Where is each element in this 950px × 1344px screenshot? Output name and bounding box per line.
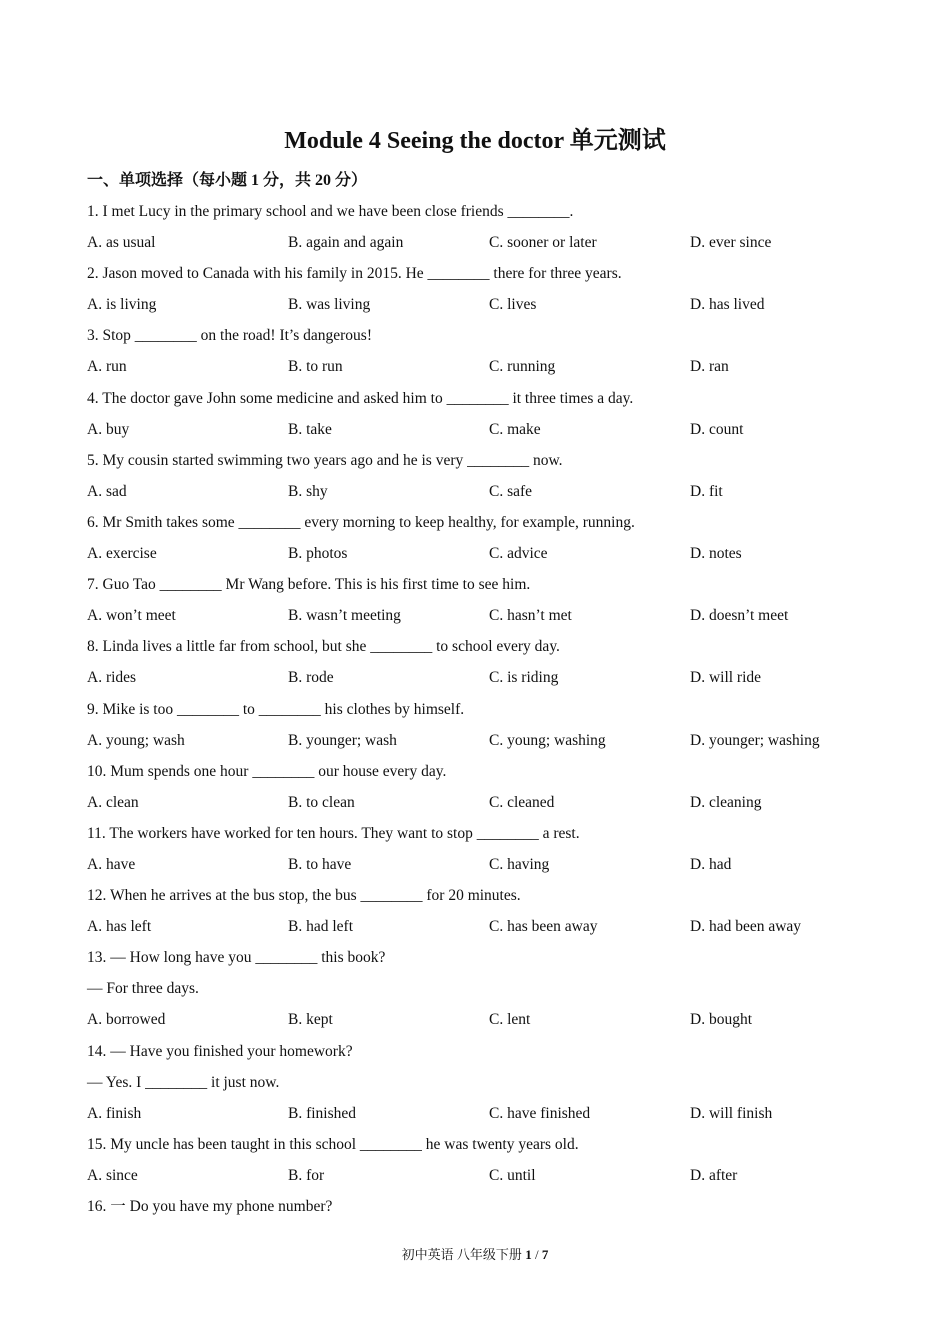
answer-option: A. finish: [87, 1104, 142, 1122]
question-stem: 9. Mike is too ________ to ________ his clothes by himself.: [87, 700, 465, 718]
answer-option: B. again and again: [288, 234, 404, 252]
answer-option: C. lives: [489, 296, 537, 314]
answer-option: A. have: [87, 855, 136, 873]
answer-option: A. is living: [87, 296, 157, 314]
answer-options: [87, 667, 887, 698]
answer-option: A. sad: [87, 482, 127, 500]
answer-option: D. had been away: [690, 918, 802, 936]
question-stem: 7. Guo Tao ________ Mr Wang before. This is his first time to see him.: [87, 576, 531, 594]
answer-options: [87, 294, 887, 325]
answer-option: C. cleaned: [489, 793, 555, 811]
answer-option: D. ever since: [690, 234, 772, 252]
answer-option: D. younger; washing: [690, 731, 820, 749]
answer-option: A. clean: [87, 793, 139, 811]
answer-option: D. cleaning: [690, 793, 762, 811]
question-stem: 11. The workers have worked for ten hours. They want to stop ________ a rest.: [87, 824, 580, 842]
answer-options: [87, 481, 887, 512]
answer-option: D. count: [690, 420, 744, 438]
answer-option: B. to have: [288, 855, 352, 873]
answer-option: A. young; wash: [87, 731, 185, 749]
answer-option: B. to run: [288, 358, 343, 376]
page-footer: [0, 1245, 950, 1265]
answer-option: B. rode: [288, 669, 334, 687]
answer-option: A. buy: [87, 420, 130, 438]
answer-option: B. finished: [288, 1104, 357, 1122]
footer-label: 初中英语 八年级下册: [401, 1247, 522, 1262]
answer-option: B. kept: [288, 1011, 333, 1029]
answer-option: D. fit: [690, 482, 723, 500]
answer-options: [87, 792, 887, 823]
answer-option: D. will ride: [690, 669, 762, 687]
answer-option: B. was living: [288, 296, 371, 314]
answer-options: [87, 232, 887, 263]
question-stem: 6. Mr Smith takes some ________ every morning to keep healthy, for example, running.: [87, 513, 635, 531]
answer-option: A. as usual: [87, 234, 156, 252]
question-stem: 12. When he arrives at the bus stop, the bus ________ for 20 minutes.: [87, 887, 521, 905]
answer-option: B. to clean: [288, 793, 355, 811]
answer-option: D. has lived: [690, 296, 765, 314]
answer-option: B. take: [288, 420, 332, 438]
answer-options: [87, 1009, 887, 1040]
question-stem: 8. Linda lives a little far from school, but she ________ to school every day.: [87, 638, 560, 656]
answer-option: C. has been away: [489, 918, 598, 936]
question-stem: 16. 一 Do you have my phone number?: [87, 1198, 333, 1215]
answer-option: B. wasn’t meeting: [288, 607, 401, 625]
answer-option: C. until: [489, 1166, 536, 1184]
answer-option: C. safe: [489, 482, 533, 500]
answer-option: A. borrowed: [87, 1011, 166, 1029]
answer-option: D. after: [690, 1166, 738, 1184]
section-heading: 一、单项选择（每小题 1 分，共 20 分）: [87, 172, 368, 189]
answer-option: C. running: [489, 358, 556, 376]
answer-option: C. advice: [489, 545, 548, 563]
answer-option: A. run: [87, 358, 127, 376]
answer-option: C. is riding: [489, 669, 559, 687]
answer-options: [87, 916, 887, 947]
question-dialogue-line: — For three days.: [87, 980, 199, 998]
answer-options: [87, 419, 887, 450]
footer-separator: /: [531, 1247, 542, 1262]
answer-option: C. young; washing: [489, 731, 606, 749]
answer-option: D. notes: [690, 545, 742, 563]
answer-option: D. ran: [690, 358, 729, 376]
question-list: [87, 201, 887, 1227]
answer-options: [87, 854, 887, 885]
answer-option: B. younger; wash: [288, 731, 397, 749]
answer-options: [87, 730, 887, 761]
answer-option: C. sooner or later: [489, 234, 597, 252]
answer-option: C. have finished: [489, 1104, 591, 1122]
answer-option: D. doesn’t meet: [690, 607, 789, 625]
answer-option: A. rides: [87, 669, 137, 687]
answer-options: [87, 356, 887, 387]
answer-option: A. has left: [87, 918, 152, 936]
answer-option: D. will finish: [690, 1104, 773, 1122]
page-title: Module 4 Seeing the doctor 单元测试: [284, 128, 666, 154]
answer-option: D. bought: [690, 1011, 752, 1029]
question-stem: 3. Stop ________ on the road! It’s dangerous!: [87, 327, 372, 345]
answer-options: [87, 543, 887, 574]
answer-option: A. won’t meet: [87, 607, 176, 625]
question-stem: 5. My cousin started swimming two years ago and he is very ________ now.: [87, 451, 563, 469]
footer-page-total: 7: [541, 1247, 549, 1262]
question-stem: 14. — Have you finished your homework?: [87, 1042, 353, 1060]
answer-option: C. hasn’t met: [489, 607, 572, 625]
answer-option: B. had left: [288, 918, 353, 936]
question-stem: 1. I met Lucy in the primary school and we have been close friends ________.: [87, 203, 574, 220]
answer-option: C. make: [489, 420, 541, 438]
answer-options: [87, 1165, 887, 1196]
answer-option: D. had: [690, 855, 732, 873]
question-stem: 10. Mum spends one hour ________ our house every day.: [87, 762, 447, 780]
answer-option: B. for: [288, 1166, 325, 1184]
answer-option: C. having: [489, 855, 550, 873]
answer-option: C. lent: [489, 1011, 531, 1029]
answer-option: B. photos: [288, 545, 348, 563]
answer-options: [87, 605, 887, 636]
question-stem: 4. The doctor gave John some medicine and asked him to ________ it three times a day.: [87, 389, 634, 407]
question-stem: 15. My uncle has been taught in this school ________ he was twenty years old.: [87, 1135, 579, 1153]
question-stem: 2. Jason moved to Canada with his family in 2015. He ________ there for three years.: [87, 265, 622, 283]
answer-options: [87, 1103, 887, 1134]
question-stem: 13. — How long have you ________ this book?: [87, 949, 386, 967]
footer-page-number: 1: [525, 1247, 532, 1262]
answer-option: A. since: [87, 1166, 138, 1184]
answer-option: B. shy: [288, 482, 328, 500]
question-dialogue-line: — Yes. I ________ it just now.: [87, 1073, 280, 1091]
answer-option: A. exercise: [87, 545, 157, 563]
